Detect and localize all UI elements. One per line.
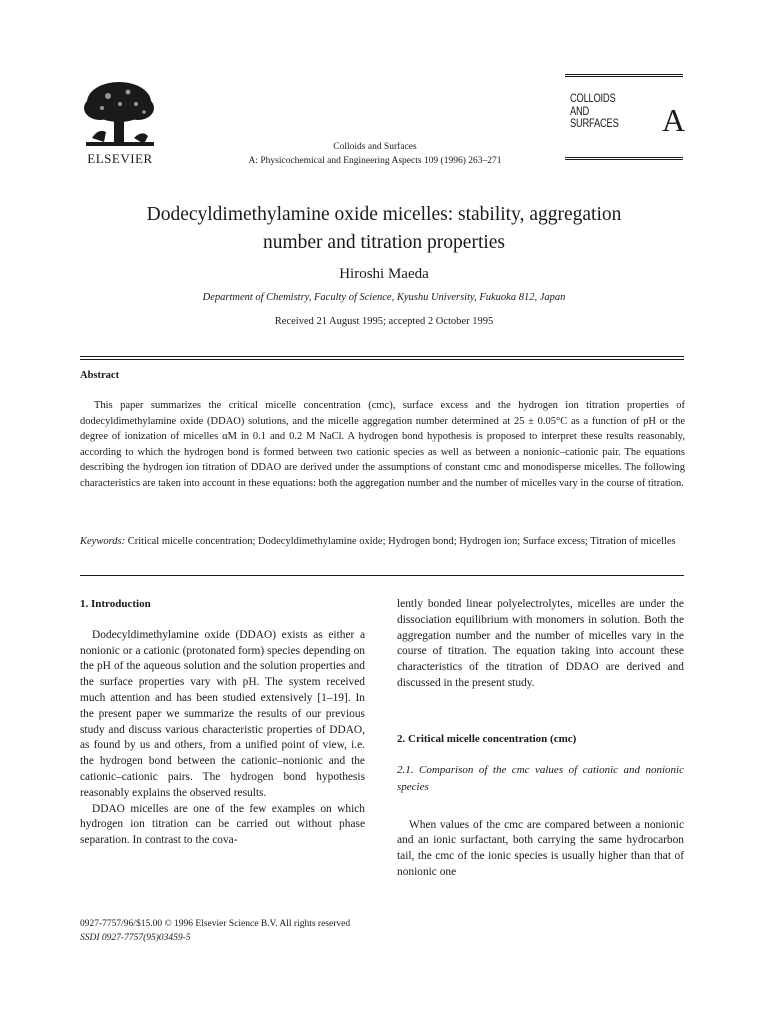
divider [80,356,684,357]
keywords-label: Keywords: [80,536,126,547]
journal-volume: A: Physicochemical and Engineering Aspects 109 (1996) 263–271 [248,156,502,166]
journal-logo-word: SURFACES [570,116,619,130]
section-heading: 1. Introduction [80,598,151,610]
journal-logo-word: COLLOIDS [570,91,616,105]
ssdi-line: SSDI 0927-7757(95)03459-5 [80,932,191,943]
paragraph: Dodecyldimethylamine oxide (DDAO) exists as either a nonionic or a cationic (protonated form) species depending on the pH of the aqueous solution and the solution properties and the surface properties vary with pH. The system received much attention and has been studied extensively [1–19]. In the present paper we summarize the results of our previous study and discuss various characteristic properties of DDAO, as found by us and others, from a unified point of view, i.e. the hydrogen bond between the cationic–nonionic and the cationic–cationic pairs. The hydrogen bond hypothesis reasonably explains the observed results. [80,628,365,799]
journal-name: Colloids and Surfaces [333,142,417,152]
divider [80,359,684,360]
right-column [397,597,684,881]
logo-bottom-rule [565,157,683,163]
author-affiliation: Department of Chemistry, Faculty of Science, Kyushu University, Fukuoka 812, Japan [202,292,566,303]
author-name: Hiroshi Maeda [339,266,429,282]
journal-citation [210,140,540,168]
title-line: number and titration properties [262,232,506,253]
article-title [80,201,688,257]
publisher-name: ELSEVIER [87,151,153,166]
journal-logo-letter: A [662,102,686,138]
logo-top-rule [565,74,683,80]
left-column [80,597,365,849]
received-dates: Received 21 August 1995; accepted 2 October 1995 [274,316,494,327]
elsevier-tree-icon [78,78,160,152]
divider [80,575,684,576]
section-heading: 2. Critical micelle concentration (cmc) [397,732,577,745]
abstract-heading: Abstract [80,370,120,381]
copyright-footer [80,918,350,945]
journal-logo-wordmark [570,92,619,130]
paragraph: When values of the cmc are compared between a nonionic and an ionic surfactant, both carrying the same hydrocarbon tail, the cmc of the ionic species is usually higher than that of nonionic one [397,818,684,878]
paragraph: lently bonded linear polyelectrolytes, micelles are under the dissociation equilibrium with monomers in solution. Both the aggregation number and the number of micelles vary in the course of titration. The equation taking into account these characteristics of the titration of DDAO are derived and discussed in the present study. [397,598,684,689]
title-line: Dodecyldimethylamine oxide micelles: stability, aggregation [146,204,622,225]
subsection-heading: 2.1. Comparison of the cmc values of cationic and nonionic species [397,763,684,793]
abstract-text: This paper summarizes the critical micelle concentration (cmc), surface excess and the hydrogen ion titration properties of dodecyldimethylamine oxide (DDAO) solutions, and the micelle aggregation number determined at 25 ± 0.05°C as a function of pH or the degree of ionization of micelles αM in 0.1 and 0.2 M NaCl. A hydrogen bond hypothesis is proposed to interpret these results reasonably, according to which the hydrogen bond is formed between two cationic species as well as between a nonionic–cationic pair. The equations describing the hydrogen ion titration of DDAO are derived under the assumptions of constant cmc and monodisperse micelles. The following characteristics are taken into account in these equations: both the aggregation number and the number of micelles vary in the course of titration. [80,400,685,489]
keywords-text: Critical micelle concentration; Dodecyldimethylamine oxide; Hydrogen bond; Hydrogen ion; Surface excess; Titration of micelles [127,536,676,547]
journal-logo-word: AND [570,103,590,118]
keywords [80,534,685,550]
paragraph: DDAO micelles are one of the few examples on which hydrogen ion titration can be carried out without phase separation. In contrast to the cova- [80,802,365,847]
copyright-line: 0927-7757/96/$15.00 © 1996 Elsevier Science B.V. All rights reserved [80,919,351,929]
